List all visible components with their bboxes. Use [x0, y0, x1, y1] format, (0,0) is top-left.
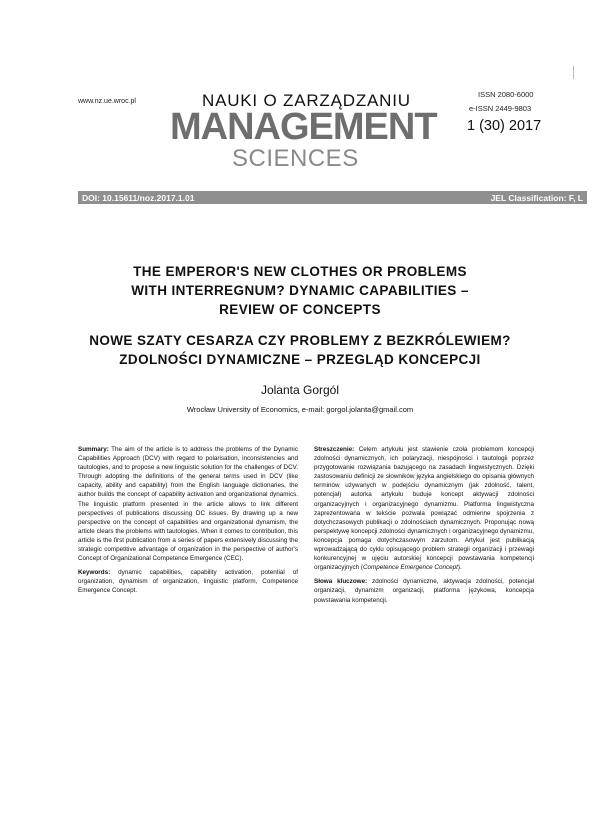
issue-number: 1 (30) 2017 — [467, 118, 542, 134]
journal-logo-sciences: SCIENCES — [232, 145, 359, 172]
summary-text: The aim of the article is to address the problems of the Dynamic Capabilities Approach (DCV) with regard to polarisation, inconsistencies and tautologies, and to propose a new linguistic solution for the challenges of DCV. Through adopting the definitions of the general terms used in DCV (like capacity, ability and capability) from the English language dictionaries, the author builds the concept of capability activation and organizational dynamics. The linguistic platform presented in the article allows to link different perspectives of publications discussing DC issues. By drawing up a new perspective on the concept of capabilities and organizational dynamism, the article clears the problems with tautologies. When it comes to contribution, this article is the first publication from a series of papers extensively discussing the strategic competitive advantage of organization in the perspective of author's Concept of Organizational Competence Emergence (CEC). — [78, 446, 298, 563]
author-name: Jolanta Gorgól — [260, 383, 340, 397]
summary-label: Summary: — [78, 446, 109, 453]
keywords-paragraph — [78, 568, 298, 595]
author-affiliation: Wrocław University of Economics, e-mail: gorgol.jolanta@gmail.com — [186, 405, 414, 414]
streszczenie-end: ). — [457, 564, 462, 572]
eissn: e-ISSN 2449-9803 — [469, 104, 532, 113]
title-en-line: REVIEW OF CONCEPTS — [219, 302, 381, 317]
jel-classification: JEL Classification: F, L — [490, 193, 583, 203]
streszczenie-paragraph — [314, 445, 534, 572]
title-polish — [0, 331, 600, 369]
journal-title: NAUKI O ZARZĄDZANIU — [202, 91, 411, 110]
title-pl-line: NOWE SZATY CESARZA CZY PROBLEMY Z BEZKRÓLEWIEM? — [89, 333, 511, 348]
title-en-line: THE EMPEROR'S NEW CLOTHES OR PROBLEMS — [133, 264, 467, 279]
slowa-kluczowe-text: zdolności dynamiczne, aktywacja zdolności, potencjał organizacji, dynamizm organizacji, platforma językowa, koncepcja powstawania kompetencji. — [314, 578, 534, 604]
issn: ISSN 2080-6000 — [478, 90, 534, 99]
summary-paragraph — [78, 445, 298, 563]
abstract-polish — [314, 445, 534, 610]
title-english — [0, 262, 600, 319]
streszczenie-label: Streszczenie: — [314, 446, 355, 453]
title-pl-line: ZDOLNOŚCI DYNAMICZNE – PRZEGLĄD KONCEPCJI — [119, 352, 481, 367]
journal-logo-management: MANAGEMENT — [170, 106, 437, 148]
streszczenie-italic: Competence Emergence Concept — [363, 564, 458, 572]
slowa-kluczowe-paragraph — [314, 577, 534, 604]
streszczenie-text: Celem artykułu jest stawienie czoła problemom koncepcji zdolności dynamicznych, ich polaryzacji, niespójności i tautologii poprzez przygotowanie rozwiązania bazującego na zasadach lingwistycznych. Dzięki zastosowaniu definicji ze słowników języka angielskiego do opisania głównych terminów używanych w podejściu dynamicznym (jak zdolność, talent, potencjał) autorka artykułu buduje koncept aktywacji zdolności organizacyjnych i organizacyjnego dynamizmu. Platforma lingwistyczna zaprezentowana w tekście pozwala powiązać odmienne spojrzenia z dotychczasowych publikacji o zdolnościach dynamicznych. Proponując nową perspektywę koncepcji zdolności dynamicznych i organizacyjnego dynamizmu, koncepcja pomaga dotychczasowym zarzutom. Artykuł jest publikacją wprowadzającą do cyklu opisującego problem strategii organizacji i przewagi konkurencyjnej w ujęciu autorskiej koncepcji powstawania kompetencji organizacyjnych ( — [314, 446, 534, 572]
journal-url: www.nz.ue.wroc.pl — [78, 98, 136, 105]
doi-text: DOI: 10.15611/noz.2017.1.01 — [82, 193, 195, 203]
keywords-label: Keywords: — [78, 569, 111, 577]
page-edge-mark — [573, 66, 574, 79]
keywords-text: dynamic capabilities, capability activation, potential of organization, dynamism of organization, linguistic platform, Competence Emergence Concept. — [78, 569, 298, 595]
abstract-english — [78, 445, 298, 601]
title-en-line: WITH INTERREGNUM? DYNAMIC CAPABILITIES – — [131, 283, 469, 298]
slowa-kluczowe-label: Słowa kluczowe: — [314, 578, 368, 586]
